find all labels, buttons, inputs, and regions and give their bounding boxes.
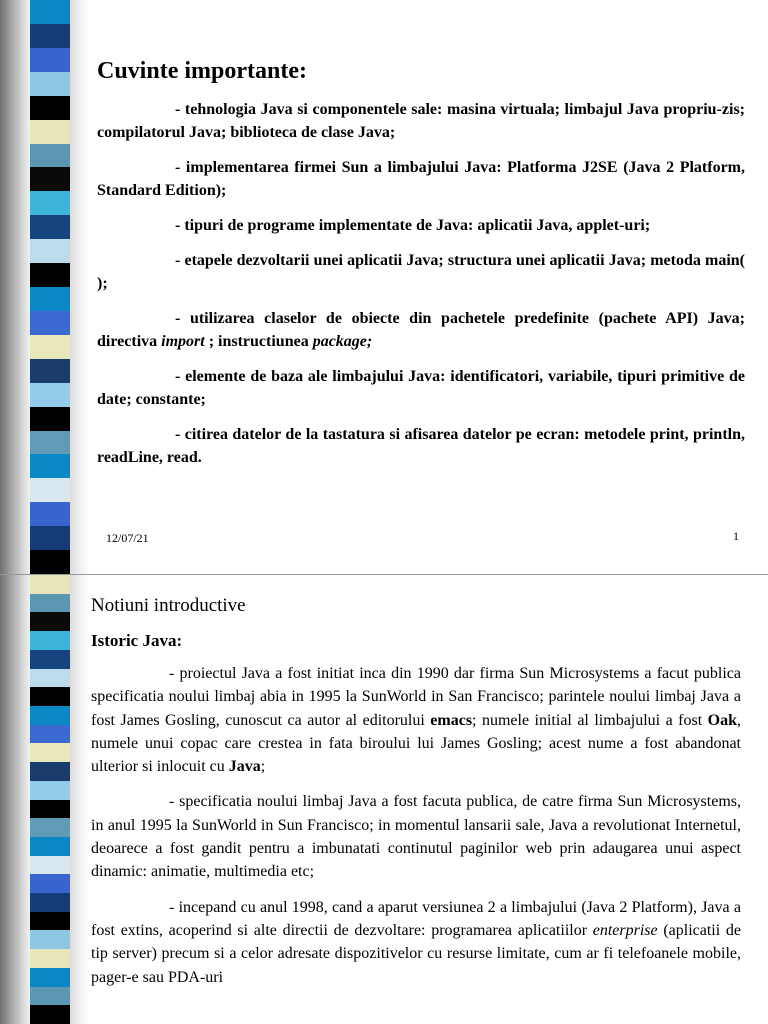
stripe-band <box>30 287 70 312</box>
stripe-band <box>30 837 70 857</box>
stripe-band <box>30 239 70 264</box>
stripe-band <box>30 431 70 456</box>
stripe-band <box>30 191 70 216</box>
list-item: - tehnologia Java si componentele sale: masina virtuala; limbajul Java propriu-zis; compilatorul Java; biblioteca de clase Java; <box>97 101 745 141</box>
stripe-band <box>30 407 70 432</box>
paragraph-text: ; <box>260 758 266 776</box>
list-item: - implementarea firmei Sun a limbajului Java: Platforma J2SE (Java 2 Platform, Standard Edition); <box>97 159 745 199</box>
stripe-band <box>30 987 70 1007</box>
stripe-band <box>30 48 70 73</box>
keyword-package: package; <box>312 333 373 350</box>
stripe-band <box>30 968 70 988</box>
stripe-band <box>30 912 70 932</box>
list-item: - tipuri de programe implementate de Java: aplicatii Java, applet-uri; <box>175 217 651 234</box>
keyword-import: import <box>161 333 205 350</box>
slide-title: Notiuni introductive <box>91 595 246 616</box>
stripe-band <box>30 800 70 820</box>
stripe-band <box>30 454 70 479</box>
paragraph-text: (aplicatii de tip server) precum si a celor adresate dispozitivelor cu resurse limitate, cum ar fi telefoanele mobile, pager-e sau PDA-uri <box>91 921 741 986</box>
paragraph-text: - proiectul Java a fost initiat inca din 1990 dar firma Sun Microsystems a facut publica specificatia noului limbaj abia in 1995 la SunWorld in San Francisco; parintele noului limbaj Java a fost James Gosling, cunoscut ca autor al editorului <box>91 665 741 729</box>
stripe-band <box>30 263 70 288</box>
stripe-band <box>30 818 70 838</box>
stripe-band <box>30 856 70 876</box>
stripe-band <box>30 781 70 801</box>
stripe-shadow <box>0 575 30 1024</box>
stripe-band <box>30 612 70 632</box>
stripe-bands <box>30 575 70 1024</box>
term-java: Java <box>228 758 261 776</box>
stripe-shadow <box>0 0 30 574</box>
stripe-band <box>30 575 70 595</box>
stripe-band <box>30 669 70 689</box>
paragraph <box>91 896 741 989</box>
stripe-band <box>30 725 70 745</box>
stripe-band <box>30 167 70 192</box>
history-text <box>91 662 741 1001</box>
stripe-band <box>30 930 70 950</box>
term-oak: Oak <box>707 711 737 729</box>
stripe-band <box>30 949 70 969</box>
term-emacs: emacs <box>430 711 473 729</box>
stripe-band <box>30 687 70 707</box>
paragraph-text: - incepand cu anul 1998, cand a aparut versiunea 2 a limbajului (Java 2 Platform), Java a fost extins, acoperind si alte directii de dezvoltare: programarea aplicatiilor <box>91 898 741 939</box>
stripe-band <box>30 550 70 574</box>
stripe-band <box>30 526 70 551</box>
stripe-band <box>30 383 70 408</box>
stripe-band <box>30 743 70 763</box>
list-item: - citirea datelor de la tastatura si afisarea datelor pe ecran: metodele print, println, readLine, read. <box>97 426 745 466</box>
paragraph-text: , numele unui copac care crestea in fata biroului lui James Gosling; acest nume a fost abandonat ulterior si inlocuit cu <box>91 711 741 776</box>
stripe-band <box>30 594 70 614</box>
stripe-band <box>30 706 70 726</box>
stripe-band <box>30 359 70 384</box>
stripe-fade <box>70 0 90 574</box>
list-item-text: - utilizarea claselor de obiecte din pachetele predefinite (pachete API) Java; directiva <box>97 310 745 350</box>
stripe-band <box>30 215 70 240</box>
slide-title: Cuvinte importante: <box>97 58 307 84</box>
stripe-band <box>30 72 70 97</box>
slide-page-number: 1 <box>733 529 739 543</box>
stripe-bands <box>30 0 70 574</box>
stripe-band <box>30 762 70 782</box>
list-item <box>97 307 745 353</box>
list-item: - etapele dezvoltarii unei aplicatii Java; structura unei aplicatii Java; metoda main( ); <box>97 252 745 292</box>
stripe-band <box>30 335 70 360</box>
list-item-text: ; instructiunea <box>204 333 313 350</box>
stripe-fade <box>70 575 90 1024</box>
stripe-band <box>30 502 70 527</box>
stripe-band <box>30 650 70 670</box>
paragraph: - specificatia noului limbaj Java a fost facuta publica, de catre firma Sun Microsystems, in anul 1995 la SunWorld in Sun Francisco; in momentul lansarii sale, Java a revolutionat Internetul, deoarece a fost gandit pentru a imbunatati continutul paginilor web prin adaugarea unui aspect dinamic: animatie, multimedia etc; <box>91 793 741 881</box>
paragraph <box>91 662 741 778</box>
stripe-band <box>30 0 70 25</box>
stripe-band <box>30 311 70 336</box>
slide-2 <box>0 575 768 1024</box>
stripe-band <box>30 631 70 651</box>
decorative-stripe <box>0 0 90 574</box>
slide-date: 12/07/21 <box>106 531 149 545</box>
decorative-stripe <box>0 575 90 1024</box>
keyword-list <box>97 98 745 469</box>
stripe-band <box>30 1005 70 1024</box>
section-heading: Istoric Java: <box>91 631 183 650</box>
stripe-band <box>30 874 70 894</box>
term-enterprise: enterprise <box>592 921 658 939</box>
paragraph-text: ; numele initial al limbajului a fost <box>472 711 708 729</box>
list-item: - elemente de baza ale limbajului Java: identificatori, variabile, tipuri primitive de date; constante; <box>97 368 745 408</box>
stripe-band <box>30 478 70 503</box>
stripe-band <box>30 893 70 913</box>
stripe-band <box>30 144 70 169</box>
stripe-band <box>30 24 70 49</box>
stripe-band <box>30 96 70 121</box>
stripe-band <box>30 120 70 145</box>
